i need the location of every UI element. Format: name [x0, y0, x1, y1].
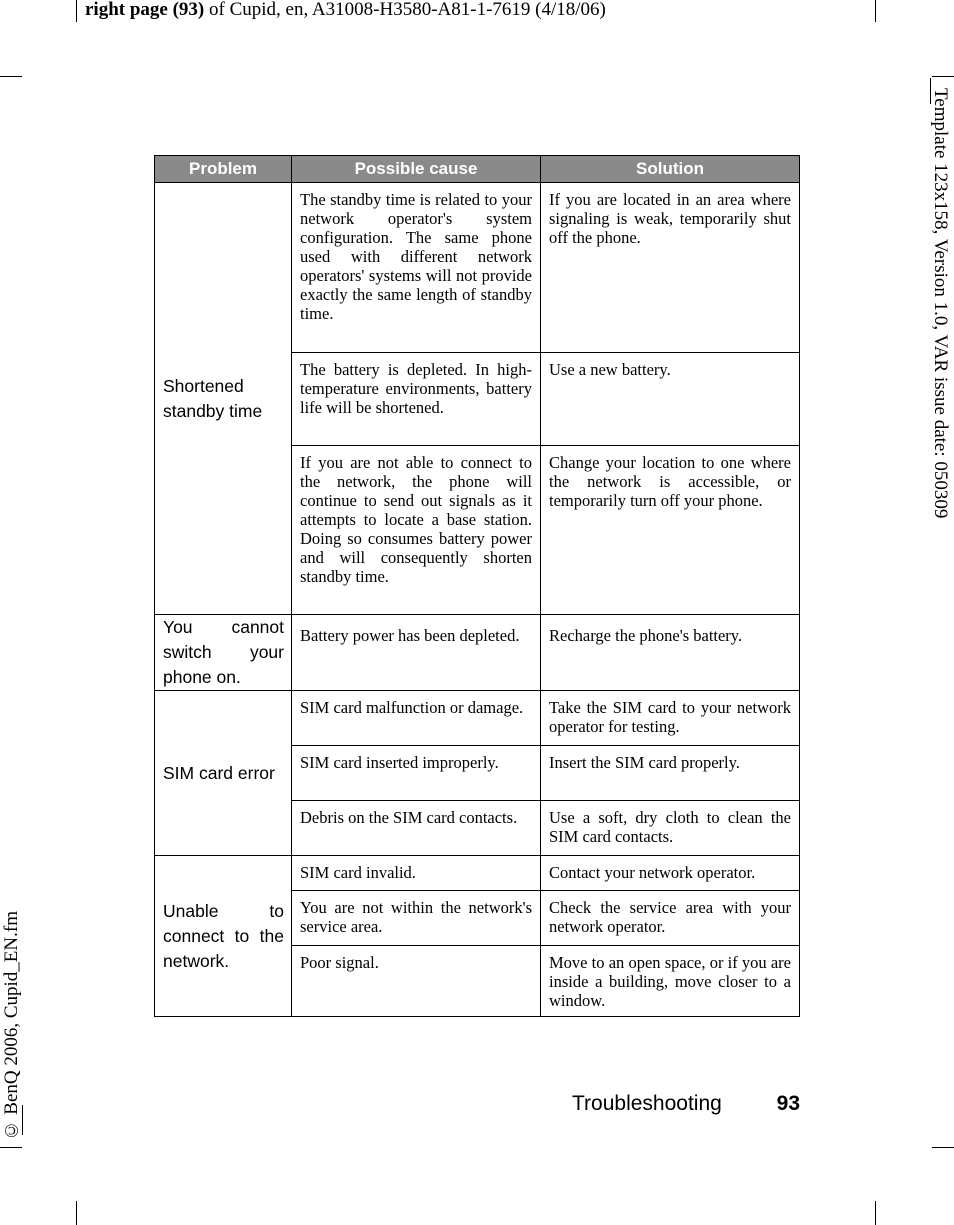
- solution-cell: Recharge the phone's battery.: [541, 615, 800, 691]
- problem-cell: Unable to connect to the network.: [155, 856, 292, 1017]
- solution-cell: Move to an open space, or if you are inside a building, move closer to a window.: [541, 946, 800, 1017]
- copyright-info: [0, 880, 24, 1140]
- table-row: [155, 856, 800, 891]
- crop-mark: [875, 1201, 876, 1225]
- header-problem: Problem: [155, 156, 292, 183]
- header-solution: Solution: [541, 156, 800, 183]
- crop-mark: [0, 1147, 22, 1148]
- cause-cell: SIM card malfunction or damage.: [292, 691, 541, 746]
- cause-cell: You are not within the network's service area.: [292, 891, 541, 946]
- solution-cell: If you are located in an area where signaling is weak, temporarily shut off the phone.: [541, 183, 800, 353]
- header-bold: right page (93): [85, 0, 205, 20]
- template-info-text: Template 123x158, Version 1.0, VAR issue date: 050309: [930, 88, 951, 519]
- table-row: [155, 615, 800, 691]
- table-header-row: [155, 156, 800, 183]
- cause-cell: The battery is depleted. In high-temperature environments, battery life will be shortened.: [292, 353, 541, 446]
- crop-mark: [932, 1147, 954, 1148]
- solution-cell: Check the service area with your network operator.: [541, 891, 800, 946]
- footer-section-title: Troubleshooting: [572, 1092, 722, 1115]
- solution-cell: Take the SIM card to your network operator for testing.: [541, 691, 800, 746]
- problem-cell: You cannot switch your phone on.: [155, 615, 292, 691]
- cause-cell: SIM card invalid.: [292, 856, 541, 891]
- solution-cell: Change your location to one where the network is accessible, or temporarily turn off your phone.: [541, 446, 800, 615]
- page-number: 93: [776, 1092, 800, 1115]
- cause-cell: Battery power has been depleted.: [292, 615, 541, 691]
- solution-cell: Use a soft, dry cloth to clean the SIM card contacts.: [541, 801, 800, 856]
- crop-mark: [875, 0, 876, 22]
- template-info: [928, 88, 952, 568]
- troubleshooting-table: [154, 155, 800, 1017]
- crop-mark: [0, 76, 22, 77]
- cause-cell: Poor signal.: [292, 946, 541, 1017]
- solution-cell: Use a new battery.: [541, 353, 800, 446]
- crop-mark: [76, 1201, 77, 1225]
- table-row: [155, 183, 800, 353]
- cause-cell: The standby time is related to your network operator's system configuration. The same phone used with different network operators' systems will not provide exactly the same length of standby time.: [292, 183, 541, 353]
- header-cause: Possible cause: [292, 156, 541, 183]
- copyright-text: © BenQ 2006, Cupid_EN.fm: [1, 910, 22, 1140]
- page-header: [85, 0, 606, 20]
- cause-cell: If you are not able to connect to the network, the phone will continue to send out signals as it attempts to locate a base station. Doing so consumes battery power and will consequently shorten standby time.: [292, 446, 541, 615]
- problem-cell: SIM card error: [155, 691, 292, 856]
- header-rest: of Cupid, en, A31008-H3580-A81-1-7619 (4/18/06): [204, 0, 606, 20]
- cause-cell: Debris on the SIM card contacts.: [292, 801, 541, 856]
- cause-cell: SIM card inserted improperly.: [292, 746, 541, 801]
- problem-cell: Shortened standby time: [155, 183, 292, 615]
- solution-cell: Insert the SIM card properly.: [541, 746, 800, 801]
- crop-mark: [76, 0, 77, 22]
- table-row: [155, 691, 800, 746]
- solution-cell: Contact your network operator.: [541, 856, 800, 891]
- crop-mark: [932, 76, 954, 77]
